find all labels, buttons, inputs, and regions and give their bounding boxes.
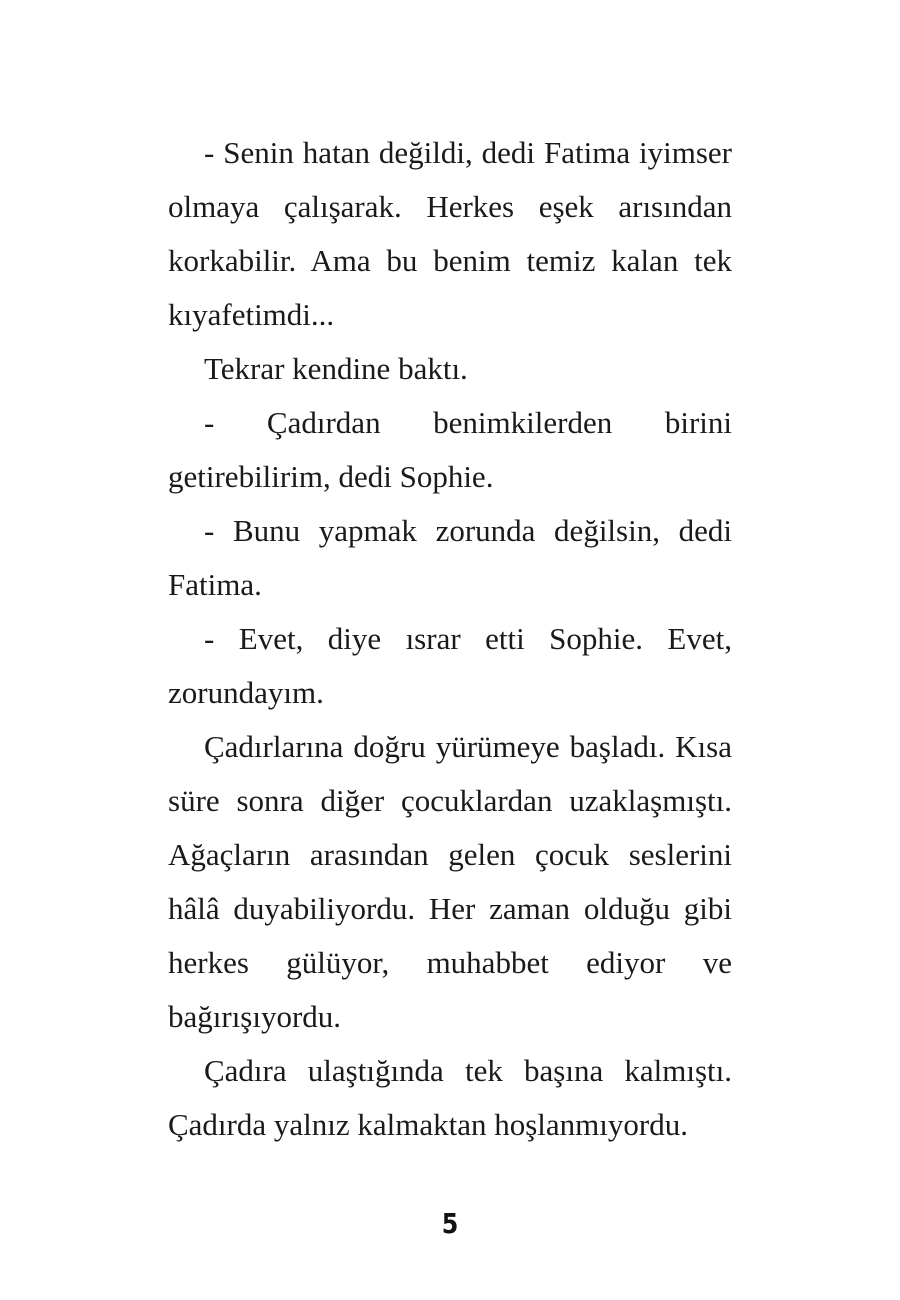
paragraph-5: - Evet, diye ısrar etti Sophie. Evet, zorundayım.: [168, 621, 732, 710]
body-text: [168, 126, 732, 1152]
paragraph-4: - Bunu yapmak zorunda değilsin, dedi Fatima.: [168, 513, 732, 602]
paragraph-1: - Senin hatan değildi, dedi Fatima iyimser olmaya çalışarak. Herkes eşek arısından korkabilir. Ama bu benim temiz kalan tek kıyafetimdi...: [168, 135, 732, 332]
paragraph-3: - Çadırdan benimkilerden birini getirebilirim, dedi Sophie.: [168, 405, 732, 494]
paragraph-6: Çadırlarına doğru yürümeye başladı. Kısa süre sonra diğer çocuklardan uzaklaşmıştı. Ağaçların arasından gelen çocuk seslerini hâlâ duyabiliyordu. Her zaman olduğu gibi herkes gülüyor, muhabbet ediyor ve bağırışıyordu.: [168, 729, 732, 1034]
page-number: 5: [441, 1207, 459, 1240]
paragraph-7: Çadıra ulaştığında tek başına kalmıştı. Çadırda yalnız kalmaktan hoşlanmıyordu.: [168, 1053, 732, 1142]
paragraph-2: Tekrar kendine baktı.: [204, 351, 468, 386]
